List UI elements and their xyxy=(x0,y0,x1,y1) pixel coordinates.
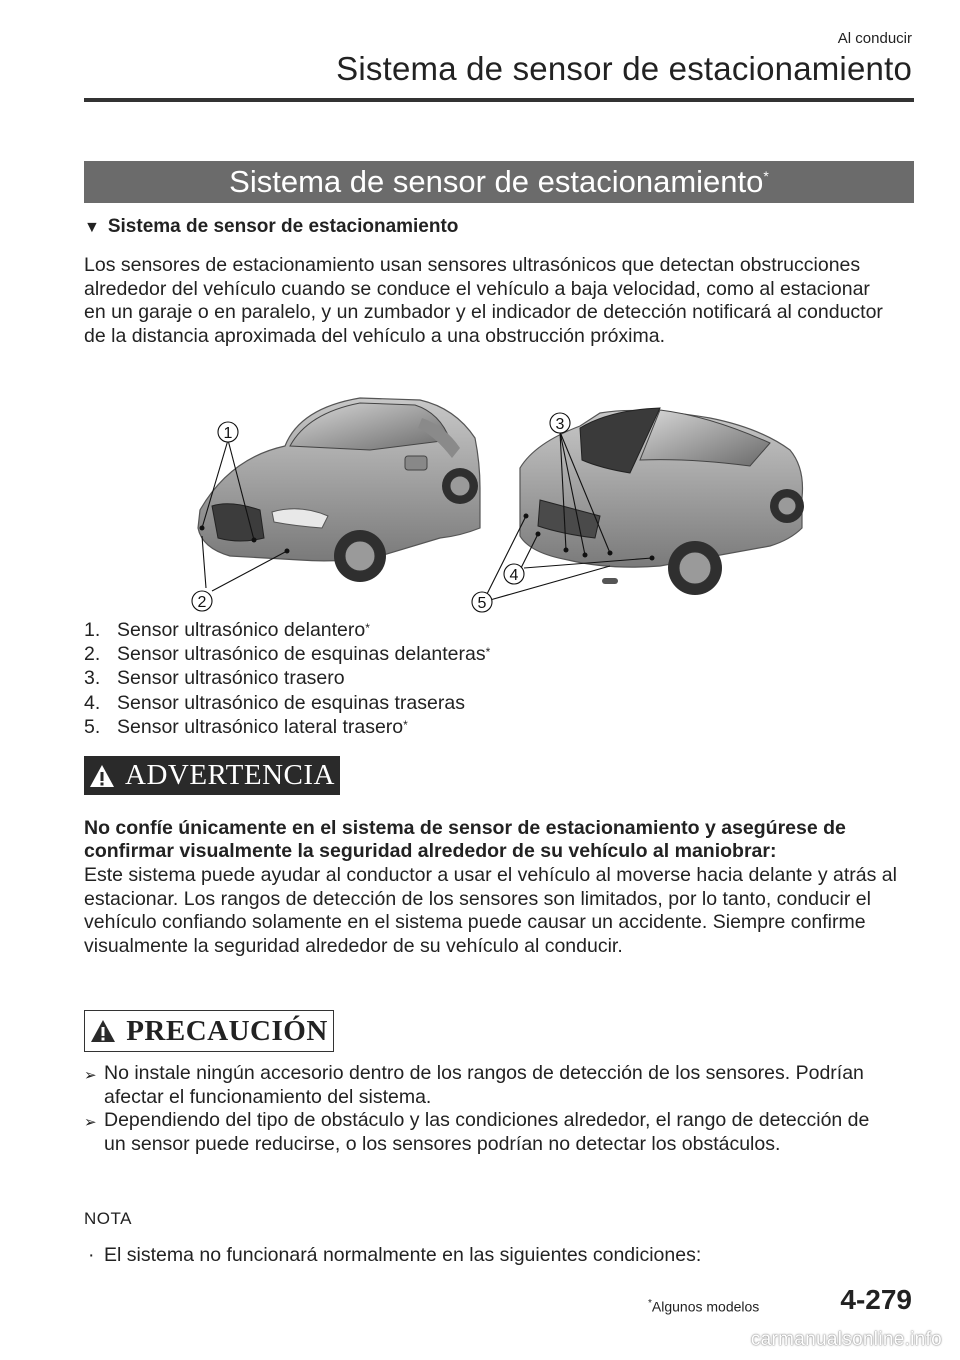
watermark: carmanualsonline.info xyxy=(750,1329,942,1350)
caution-label-text: PRECAUCIÓN xyxy=(126,1014,328,1047)
section-banner xyxy=(84,161,914,203)
arrow-icon: ➢ xyxy=(84,1067,97,1084)
warning-icon xyxy=(89,764,115,788)
caution-icon xyxy=(90,1019,116,1043)
callout-2: 2 xyxy=(197,594,207,611)
warning-label xyxy=(84,756,340,795)
caution-label xyxy=(84,1010,334,1052)
caution-list xyxy=(84,1062,884,1156)
parts-list xyxy=(84,618,490,739)
list-item: 1. Sensor ultrasónico delantero * xyxy=(84,619,370,641)
warning-bold-line-1: No confíe únicamente en el sistema de sensor de estacionamiento y asegúrese de xyxy=(84,817,846,839)
list-item: 4. Sensor ultrasónico de esquinas traseras xyxy=(84,691,465,714)
list-item: ➢ No instale ningún accesorio dentro de los rangos de detección de los sensores. Podrían afectar el funcionamiento del sistema. xyxy=(84,1062,864,1108)
front-car-image xyxy=(198,398,480,582)
arrow-icon: ➢ xyxy=(84,1114,97,1131)
sensor-location-figure xyxy=(190,388,830,620)
header-section: Al conducir xyxy=(837,30,912,47)
subheading xyxy=(84,216,458,238)
page-number: 4-279 xyxy=(840,1284,912,1315)
banner-mark: * xyxy=(763,168,769,184)
callout-4: 4 xyxy=(509,567,519,584)
intro-paragraph: Los sensores de estacionamiento usan sensores ultrasónicos que detectan obstrucciones alrededor del vehículo cuando se conduce el vehículo a baja velocidad, como al estacionar en un garaje o en paralelo, y un zumbador y el indicador de detección notificará al conductor de la distancia aproximada del vehículo a una obstrucción próxima. xyxy=(84,254,883,347)
triangle-down-icon: ▼ xyxy=(84,219,100,236)
callout-3: 3 xyxy=(555,416,565,433)
warning-label-text: ADVERTENCIA xyxy=(125,759,335,791)
list-item: ➢ Dependiendo del tipo de obstáculo y las condiciones alrededor, el rango de detección de un sensor puede reducirse, o los sensores podrían no detectar los obstáculos. xyxy=(84,1109,870,1155)
note-label: NOTA xyxy=(84,1209,132,1228)
subheading-text: Sistema de sensor de estacionamiento xyxy=(107,216,459,237)
banner-title: Sistema de sensor de estacionamiento xyxy=(229,164,764,199)
models-footnote: *Algunos modelos xyxy=(648,1298,760,1315)
list-item: 2. Sensor ultrasónico de esquinas delanteras * xyxy=(84,643,491,666)
list-item: 5. Sensor ultrasónico lateral trasero * xyxy=(84,715,408,738)
warning-body: Este sistema puede ayudar al conductor a usar el vehículo al moverse hacia delante y atrás al estacionar. Los rangos de detección de los sensores son limitados, por lo tanto, conducir el vehículo confiando solamente en el sistema puede causar un accidente. Siempre confirme visualmente la seguridad alrededor de su vehículo al conducir. xyxy=(84,864,897,957)
list-item: 3. Sensor ultrasónico trasero xyxy=(84,667,345,690)
rear-car-image xyxy=(520,408,804,595)
callout-5: 5 xyxy=(477,595,487,612)
callout-1: 1 xyxy=(223,425,233,442)
header-title: Sistema de sensor de estacionamiento xyxy=(336,50,912,87)
bullet-icon: · xyxy=(88,1244,95,1266)
warning-bold-line-2: confirmar visualmente la seguridad alrededor de su vehículo al maniobrar: xyxy=(84,840,777,862)
header-rule xyxy=(84,98,914,102)
note-item: · El sistema no funcionará normalmente en las siguientes condiciones: xyxy=(88,1244,702,1266)
